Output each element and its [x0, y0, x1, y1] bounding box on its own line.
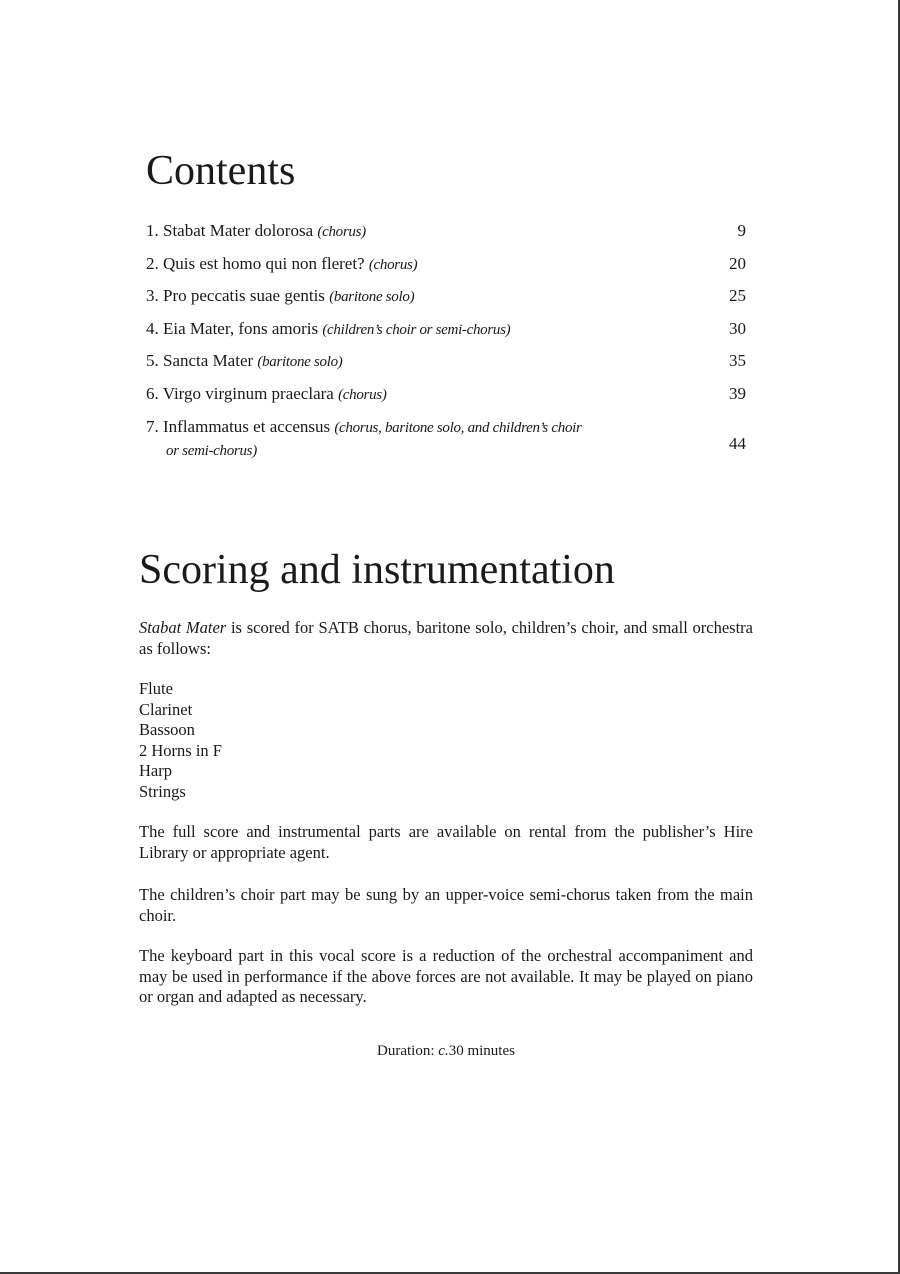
toc-entry-note: (baritone solo)	[257, 354, 343, 370]
toc-entry-note: (chorus)	[338, 386, 387, 403]
toc-entry-title	[146, 316, 686, 343]
toc-entry-4	[146, 316, 746, 349]
toc-entry-page: 9	[737, 221, 746, 240]
toc-entry-note: (chorus)	[368, 256, 418, 273]
toc-entry-page: 30	[729, 318, 746, 338]
toc-entry-title	[146, 283, 686, 310]
toc-entry-number: 4.	[146, 318, 159, 338]
toc-entry-5	[146, 348, 746, 381]
instrument-item: Harp	[139, 761, 172, 780]
toc-entry-2	[146, 251, 746, 284]
toc-entry-title	[146, 381, 686, 408]
toc-entry-note: (chorus)	[317, 224, 366, 240]
instrument-item: Clarinet	[139, 699, 193, 719]
toc-entry-text: Virgo virginum praeclara	[162, 383, 334, 403]
toc-entry-text: Quis est homo qui non fleret?	[163, 253, 365, 273]
childrens-choir-paragraph: The children’s choir part may be sung by an upper-voice semi-chorus taken from the main choir.	[139, 885, 753, 925]
duration-label: Duration:	[377, 1043, 439, 1059]
rental-paragraph: The full score and instrumental parts are available on rental from the publisher’s Hire Library or appropriate agent.	[139, 822, 753, 862]
instrument-list	[139, 679, 753, 802]
work-title: Stabat Mater	[139, 618, 227, 637]
toc-entry-number: 3.	[146, 286, 159, 305]
toc-entry-title	[146, 416, 686, 462]
toc-entry-text: Eia Mater, fons amoris	[163, 318, 319, 338]
duration-approx: c.	[438, 1043, 449, 1059]
toc-entry-number: 6.	[146, 383, 159, 403]
contents-heading: Contents	[146, 148, 296, 194]
toc-entry-6	[146, 381, 746, 414]
scoring-intro-paragraph	[139, 618, 753, 659]
toc-entry-page: 20	[729, 253, 746, 273]
toc-entry-page: 44	[729, 434, 746, 453]
instrument-item: Strings	[139, 781, 186, 801]
scoring-heading: Scoring and instrumentation	[139, 547, 615, 593]
toc-entry-note: (children’s choir or semi-chorus)	[322, 321, 511, 338]
instrument-item: Flute	[139, 679, 173, 698]
toc-entry-number: 5.	[146, 351, 159, 370]
toc-entry-7	[146, 413, 746, 461]
toc-entry-number: 2.	[146, 253, 159, 273]
toc-entry-note: (baritone solo)	[329, 289, 415, 305]
toc-entry-page: 25	[729, 286, 746, 305]
toc-entry-title	[146, 348, 686, 375]
toc-entry-3	[146, 283, 746, 316]
table-of-contents	[146, 218, 746, 461]
toc-entry-1	[146, 218, 746, 251]
duration-note	[139, 1041, 753, 1061]
instrument-item: 2 Horns in F	[139, 740, 222, 760]
toc-entry-title	[146, 218, 686, 245]
toc-entry-note: (chorus, baritone solo, and children’s choir	[334, 420, 582, 436]
toc-entry-text: Stabat Mater dolorosa	[163, 221, 314, 240]
keyboard-paragraph: The keyboard part in this vocal score is a reduction of the orchestral accompaniment and may be used in performance if the above forces are not available. It may be played on piano or organ and adapted as necessary.	[139, 946, 753, 1006]
scoring-intro-text: is scored for SATB chorus, baritone solo, children’s choir, and small orchestra as follows:	[139, 618, 753, 658]
toc-entry-number: 1.	[146, 221, 159, 240]
toc-entry-page: 35	[729, 351, 746, 370]
instrument-item: Bassoon	[139, 720, 195, 739]
duration-value: 30 minutes	[448, 1043, 515, 1059]
toc-entry-note-continued: or semi-chorus)	[166, 443, 257, 459]
toc-entry-text: Sancta Mater	[163, 351, 254, 370]
toc-entry-text: Pro peccatis suae gentis	[163, 286, 325, 305]
toc-entry-number: 7.	[146, 417, 159, 436]
toc-entry-title	[146, 251, 686, 278]
toc-entry-text: Inflammatus et accensus	[163, 417, 331, 436]
toc-entry-page: 39	[729, 383, 746, 403]
